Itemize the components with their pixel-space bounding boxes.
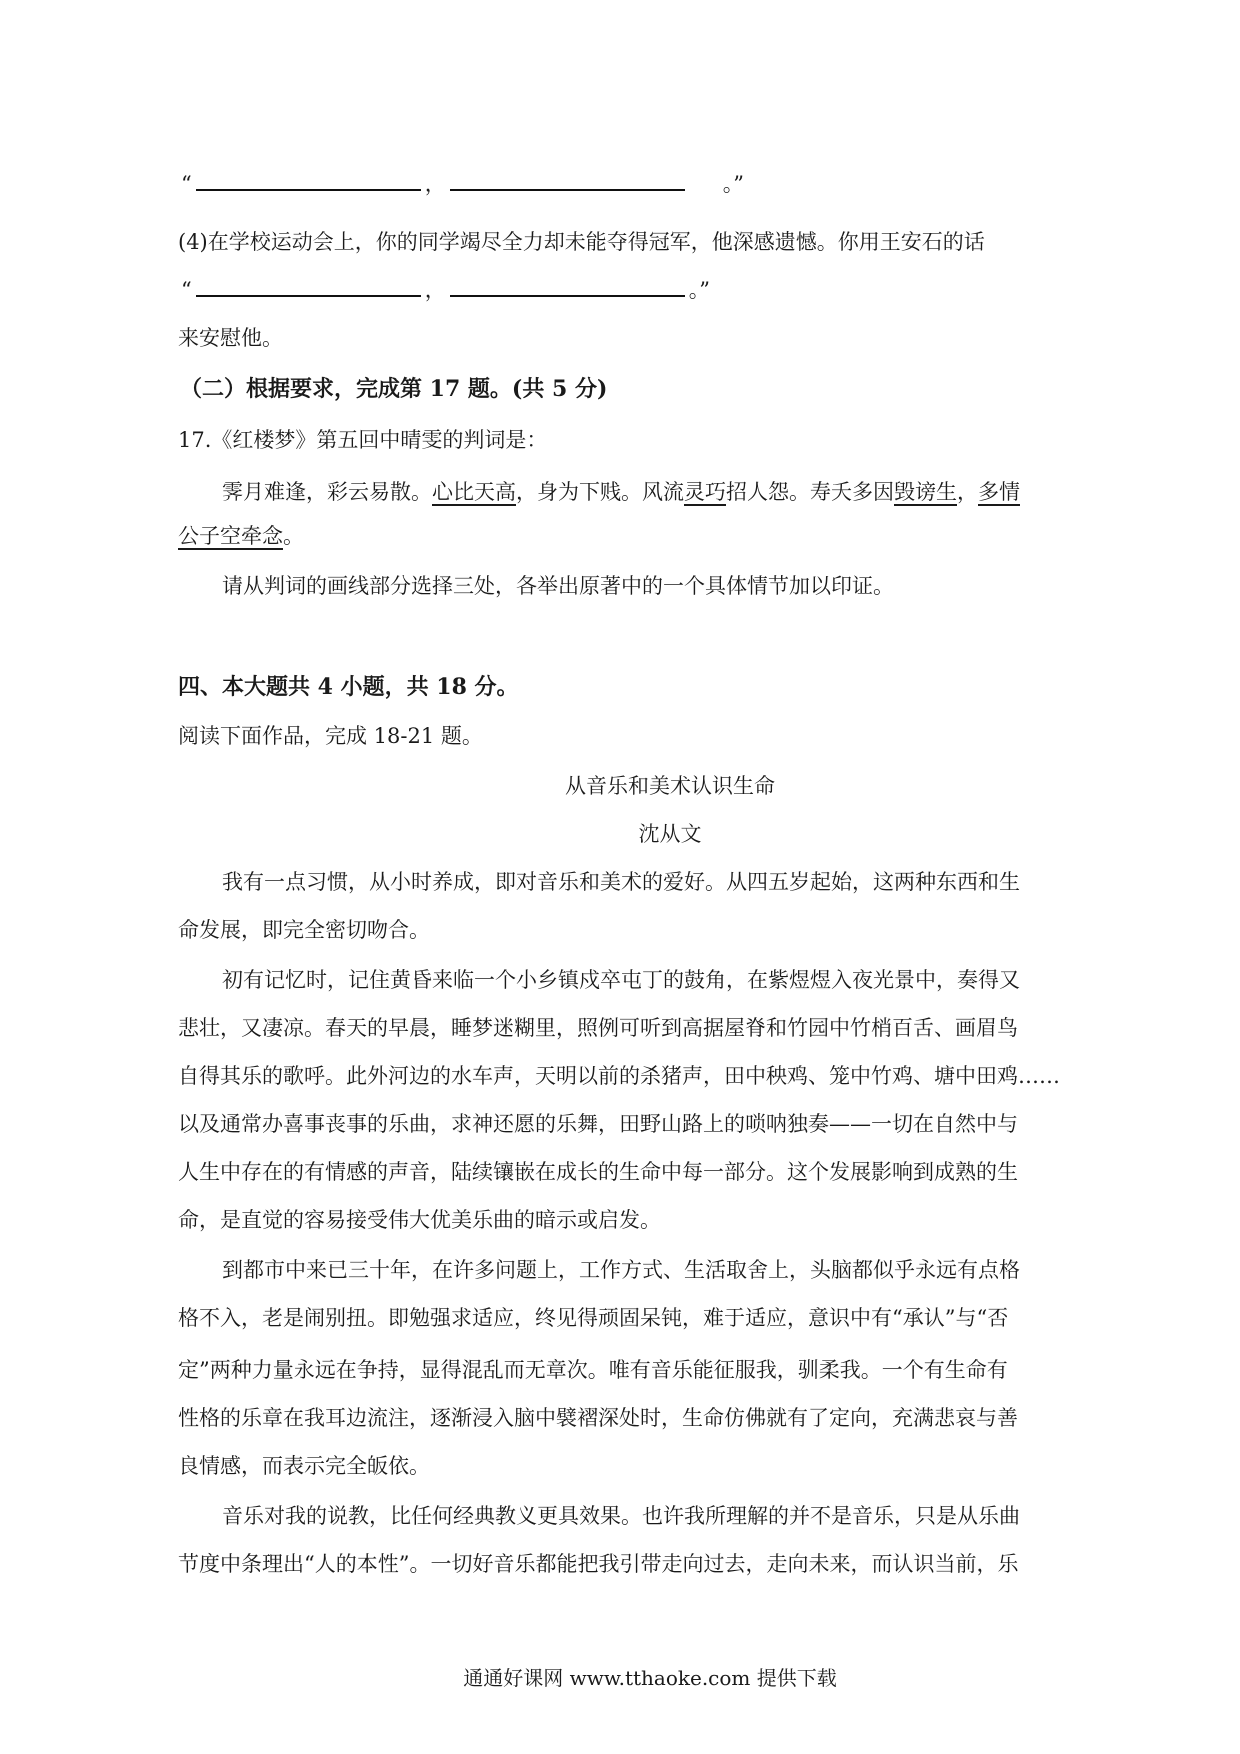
article-line: 悲壮，又凄凉。春天的早晨，睡梦迷糊里，照例可听到高据屋脊和竹园中竹梢百舌、画眉鸟 bbox=[178, 1016, 1018, 1040]
q17-verse-line2 bbox=[178, 526, 304, 547]
verse-text: 招人怨。寿夭多因 bbox=[726, 480, 894, 504]
q3-answer-line bbox=[181, 174, 744, 195]
article-line: 良情感，而表示完全皈依。 bbox=[178, 1454, 430, 1478]
article-line: 命发展，即完全密切吻合。 bbox=[178, 918, 430, 942]
underlined-phrase: 毁谤生 bbox=[894, 480, 957, 504]
article-line: 节度中条理出“人的本性”。一切好音乐都能把我引带走向过去，走向未来，而认识当前，乐 bbox=[178, 1552, 1019, 1576]
article-line: 性格的乐章在我耳边流注，逐渐浸入脑中襞褶深处时，生命仿佛就有了定向，充满悲哀与善 bbox=[178, 1406, 1018, 1430]
underlined-phrase: 多情 bbox=[978, 480, 1020, 504]
read-instruction: 阅读下面作品，完成 18-21 题。 bbox=[178, 724, 483, 748]
open-quote: “ bbox=[181, 278, 192, 302]
article-line: 人生中存在的有情感的声音，陆续镶嵌在成长的生命中每一部分。这个发展影响到成熟的生 bbox=[178, 1160, 1018, 1184]
verse-text: ，身为下贱。风流 bbox=[516, 480, 684, 504]
q17-verse-line1 bbox=[222, 482, 1020, 503]
verse-text: 。 bbox=[283, 524, 304, 548]
answer-blank[interactable] bbox=[450, 294, 685, 297]
q17-request: 请从判词的画线部分选择三处，各举出原著中的一个具体情节加以印证。 bbox=[222, 574, 894, 598]
page-footer: 通通好课网 www.tthaoke.com 提供下载 bbox=[463, 1666, 837, 1690]
verse-text: ， bbox=[957, 480, 978, 504]
verse-text: 霁月难逢，彩云易散。 bbox=[222, 480, 432, 504]
article-line: 到都市中来已三十年，在许多问题上，工作方式、生活取舍上，头脑都似乎永远有点格 bbox=[222, 1258, 1020, 1282]
q4-answer-line bbox=[181, 280, 710, 301]
article-line: 音乐对我的说教，比任何经典教义更具效果。也许我所理解的并不是音乐，只是从乐曲 bbox=[222, 1504, 1020, 1528]
answer-blank[interactable] bbox=[196, 188, 421, 191]
q4-prompt: (4)在学校运动会上，你的同学竭尽全力却未能夺得冠军，他深感遗憾。你用王安石的话 bbox=[178, 230, 985, 254]
comma: ， bbox=[424, 172, 446, 196]
article-line: 定”两种力量永远在争持，显得混乱而无章次。唯有音乐能征服我，驯柔我。一个有生命有 bbox=[178, 1358, 1008, 1382]
article-line: 命，是直觉的容易接受伟大优美乐曲的暗示或启发。 bbox=[178, 1208, 661, 1232]
underlined-phrase: 灵巧 bbox=[684, 480, 726, 504]
close-quote: 。” bbox=[722, 172, 744, 196]
article-line: 格不入，老是闹别扭。即勉强求适应，终见得顽固呆钝，难于适应，意识中有“承认”与“否 bbox=[178, 1306, 1009, 1330]
open-quote: “ bbox=[181, 172, 192, 196]
comma: ， bbox=[424, 278, 446, 302]
section-heading: （二）根据要求，完成第 17 题。(共 5 分) bbox=[180, 376, 608, 402]
q17-intro: 17.《红楼梦》第五回中晴雯的判词是： bbox=[178, 428, 548, 452]
q4-tail: 来安慰他。 bbox=[178, 326, 283, 350]
article-line: 我有一点习惯，从小时养成，即对音乐和美术的爱好。从四五岁起始，这两种东西和生 bbox=[222, 870, 1020, 894]
section-heading: 四、本大题共 4 小题，共 18 分。 bbox=[178, 674, 519, 700]
article-line: 自得其乐的歌呼。此外河边的水车声，天明以前的杀猪声，田中秧鸡、笼中竹鸡、塘中田鸡…… bbox=[178, 1064, 1060, 1088]
underlined-phrase: 心比天高 bbox=[432, 480, 516, 504]
article-line: 初有记忆时，记住黄昏来临一个小乡镇戍卒屯丁的鼓角，在紫煜煜入夜光景中，奏得又 bbox=[222, 968, 1020, 992]
article-line: 以及通常办喜事丧事的乐曲，求神还愿的乐舞，田野山路上的唢呐独奏——一切在自然中与 bbox=[178, 1112, 1018, 1136]
close-quote: 。” bbox=[688, 278, 710, 302]
underlined-phrase: 公子空牵念 bbox=[178, 524, 283, 548]
answer-blank[interactable] bbox=[450, 188, 685, 191]
article-title: 从音乐和美术认识生命 bbox=[565, 774, 775, 798]
answer-blank[interactable] bbox=[196, 294, 421, 297]
article-author: 沈从文 bbox=[638, 822, 702, 846]
